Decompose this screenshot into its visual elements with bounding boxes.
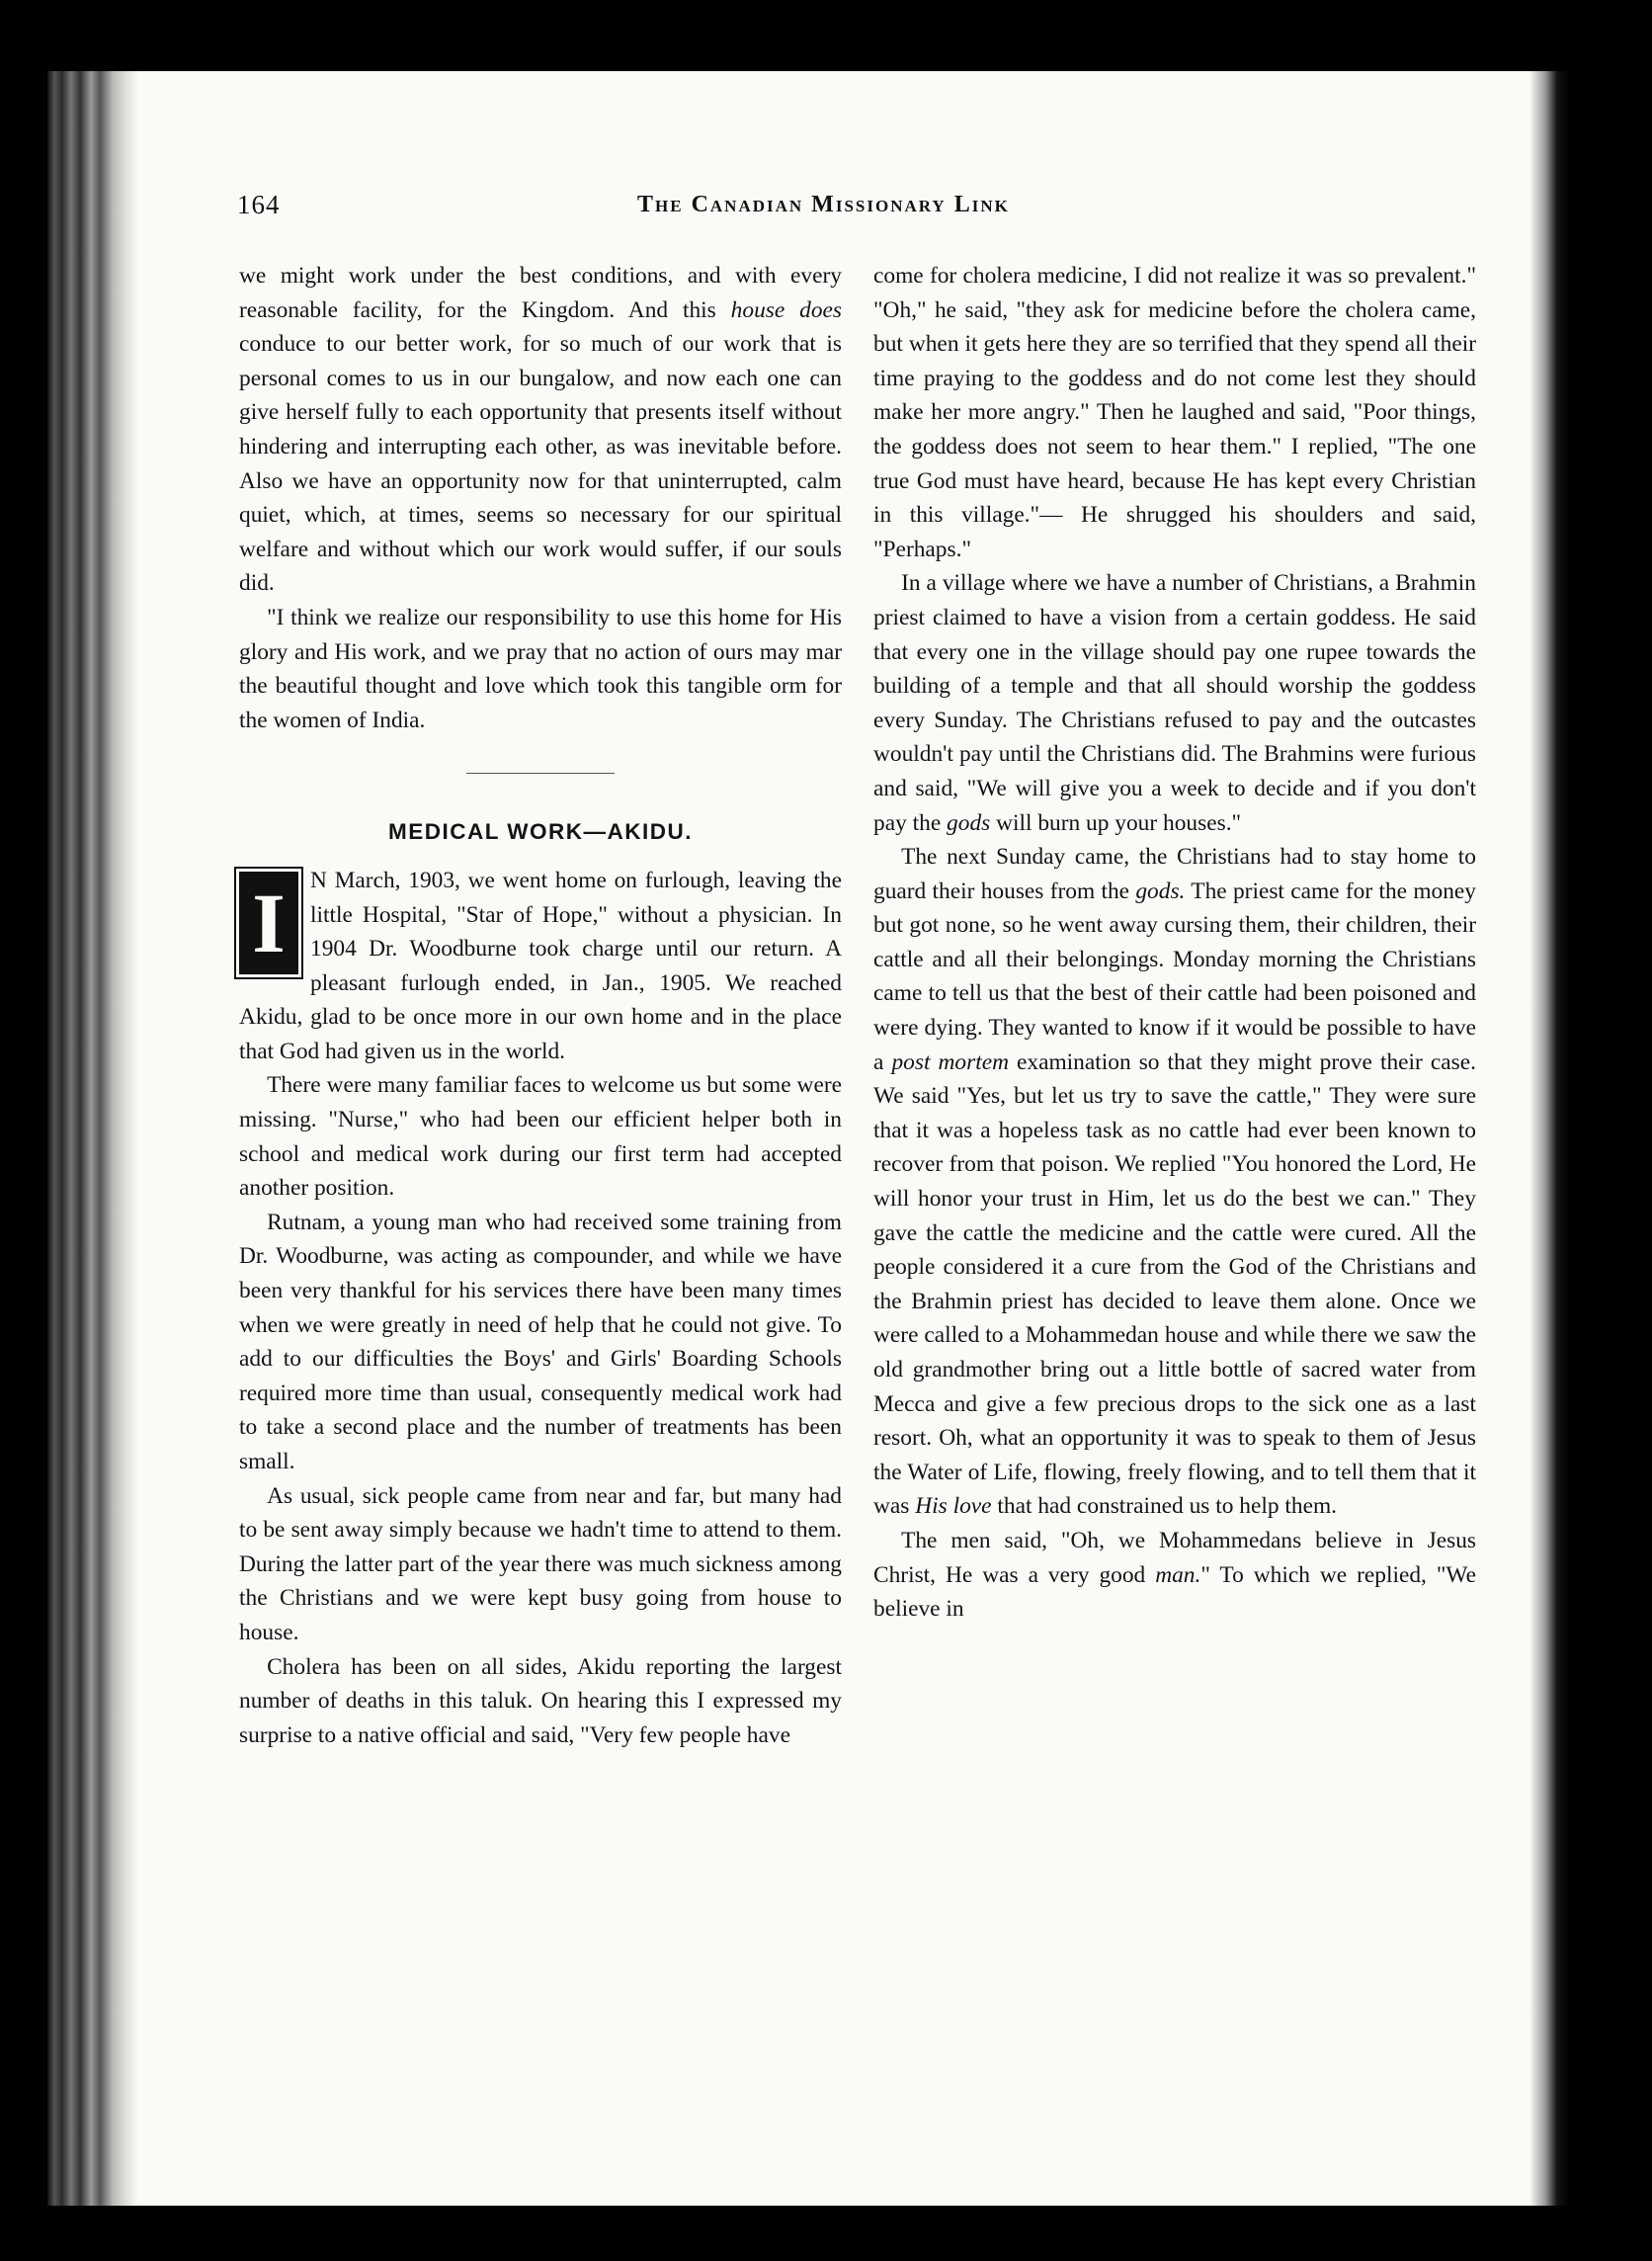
right-p4-text-2: " To which we replied, "We believe in: [873, 1561, 1476, 1623]
page-edge-shadow: [1529, 71, 1569, 2206]
intro-text-2: conduce to our better work, for so much of our work that is personal comes to us in our bungalow, and now each one can give herself fully to each opportunity that presents itself without hindering and interrupting each other, as was inevitable before. Also we have an opportunity now for that uninterrupted, calm quiet, which, at times, seems so necessary for our spiritual welfare and without which our work would suffer, if our souls did.: [239, 331, 842, 597]
intro-paragraph-1: [239, 259, 842, 601]
right-paragraph-4: [873, 1524, 1476, 1627]
right-p3-text-4: that had constrained us to help them.: [991, 1493, 1338, 1520]
dropcap-paragraph: [239, 864, 842, 1069]
right-p3-text-2: The priest came for the money but got none, so he went away cursing them, their children, their cattle and all their belongings. Monday morning the Christians came to tell us that the best of their cattle had been poisoned and were dying. They wanted to know if it would be possible to have a: [873, 878, 1476, 1075]
section-heading: MEDICAL WORK—AKIDU.: [387, 819, 694, 845]
journal-title: The Canadian Missionary Link: [637, 192, 1010, 217]
left-column: [239, 259, 842, 1752]
right-p4-italic: man.: [1155, 1561, 1201, 1588]
right-column: [873, 259, 1476, 1627]
right-p4-text-1: The men said, "Oh, we Mohammedans believe in Jesus Christ, He was a very good: [873, 1527, 1476, 1588]
right-p2-text-1: In a village where we have a number of Christians, a Brahmin priest claimed to have a vision from a certain goddess. He said that every one in the village should pay one rupee towards the building of a temple and that all should worship the goddess every Sunday. The Christians refused to pay and the outcastes wouldn't pay until the Christians did. The Brahmins were furious and said, "We will give you a week to decide and if you don't pay the: [873, 570, 1476, 836]
right-p3-italic-3: His love: [915, 1493, 992, 1520]
right-p3-italic-1: gods.: [1135, 878, 1186, 904]
running-head: [237, 190, 1512, 229]
right-p3-text-3: examination so that they might prove their case. We said "Yes, but let us try to save the cattle," They were sure that it was a hopeless task as no cattle had ever been known to recover from that poison. We replied "You honored the Lord, He will honor your trust in Him, let us do the best we can." They gave the cattle the medicine and the cattle were cured. All the people considered it a cure from the God of the Christians and the Brahmin priest has decided to leave them alone. Once we were called to a Mohammedan house and while there we saw the old grandmother bring out a little bottle of sacred water from Mecca and give a few precious drops to the sick one as a last resort. Oh, what an opportunity it was to speak to them of Jesus the Water of Life, flowing, freely flowing, and to tell them that it was: [873, 1048, 1476, 1520]
right-p2-text-2: will burn up your houses.": [990, 809, 1242, 836]
right-paragraph-2: [873, 566, 1476, 840]
medical-paragraph-1: N March, 1903, we went home on furlough, leaving the little Hospital, "Star of Hope," without a physician. In 1904 Dr. Woodburne took charge until our return. A pleasant furlough ended, in Jan., 1905. We reached Akidu, glad to be once more in our own home and in the place that God had given us in the world.: [239, 867, 842, 1064]
right-paragraph-1: come for cholera medicine, I did not realize it was so prevalent." "Oh," he said, "they ask for medicine before the cholera came, but when it gets here they are so terrified that they spend all their time praying to the goddess and do not come lest they should make her more angry." Then he laughed and said, "Poor things, the goddess does not seem to hear them." I replied, "The one true God must have heard, because He has kept every Christian in this village."— He shrugged his shoulders and said, "Perhaps.": [873, 263, 1476, 562]
medical-paragraph-2: There were many familiar faces to welcome us but some were missing. "Nurse," who had been our efficient helper both in school and medical work during our first term had accepted another position.: [239, 1072, 842, 1202]
page-number: 164: [237, 190, 281, 219]
dropcap-letter: I: [239, 872, 298, 974]
right-p2-italic: gods: [947, 809, 991, 836]
intro-text-1: we might work under the best conditions, and with every reasonable facility, for the Kingdom. And this: [239, 263, 842, 323]
section-divider: [466, 773, 615, 774]
right-paragraph-3: [873, 840, 1476, 1524]
intro-italic: house does: [730, 296, 843, 323]
medical-paragraph-5: Cholera has been on all sides, Akidu reporting the largest number of deaths in this taluk. On hearing this I expressed my surprise to a native official and said, "Very few people have: [239, 1653, 842, 1748]
right-p3-italic-2: post mortem: [891, 1048, 1009, 1075]
intro-paragraph-2: "I think we realize our responsibility to use this home for His glory and His work, and we pray that no action of ours may mar the beautiful thought and love which took this tangible orm for the women of India.: [239, 604, 842, 733]
page-binding-shadow: [47, 71, 138, 2206]
medical-paragraph-4: As usual, sick people came from near and far, but many had to be sent away simply because we hadn't time to attend to them. During the latter part of the year there was much sickness among the Christians and we were kept busy going from house to house.: [239, 1482, 842, 1645]
medical-paragraph-3: Rutnam, a young man who had received some training from Dr. Woodburne, was acting as compounder, and while we have been very thankful for his services there have been many times when we were greatly in need of help that he could not give. To add to our difficulties the Boys' and Girls' Boarding Schools required more time than usual, consequently medical work had to take a second place and the number of treatments has been small.: [239, 1209, 842, 1474]
right-p3-text-1: The next Sunday came, the Christians had to stay home to guard their houses from the: [873, 844, 1476, 904]
